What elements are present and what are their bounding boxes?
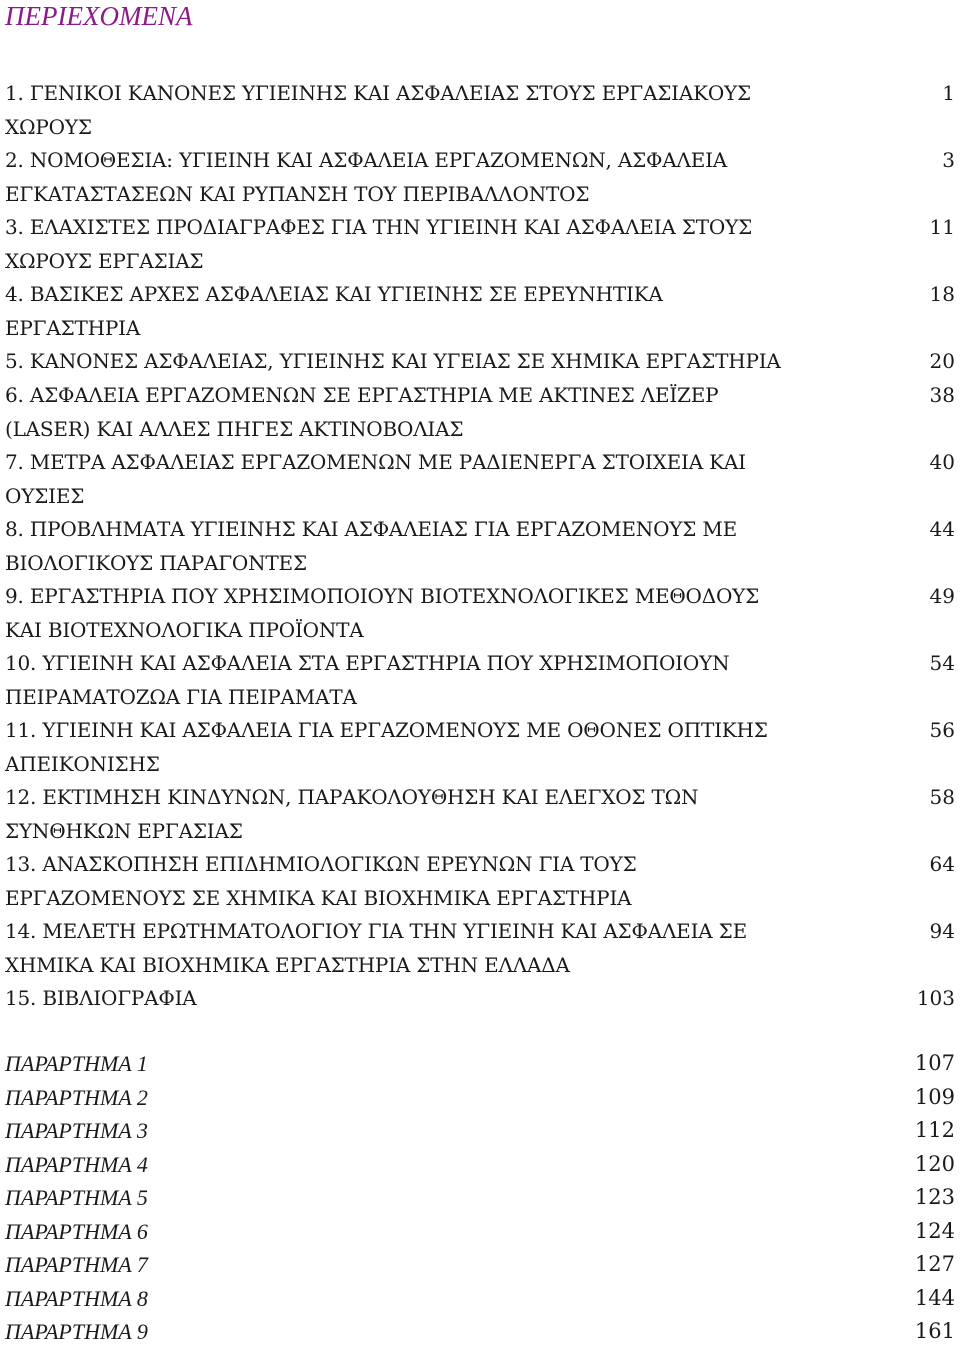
toc-entry-title-line1: 8. ΠΡΟΒΛΗΜΑΤΑ ΥΓΙΕΙΝΗΣ ΚΑΙ ΑΣΦΑΛΕΙΑΣ ΓΙΑ ΕΡΓΑΖΟΜΕΝΟΥΣ ΜΕ	[5, 517, 738, 541]
toc-entry-title-line1: 11. ΥΓΙΕΙΝΗ ΚΑΙ ΑΣΦΑΛΕΙΑ ΓΙΑ ΕΡΓΑΖΟΜΕΝΟΥΣ ΜΕ ΟΘΟΝΕΣ ΟΠΤΙΚΗΣ	[5, 718, 768, 742]
toc-entry-title-line2: ΧΩΡΟΥΣ	[5, 114, 92, 139]
appendix-page: 161	[914, 1319, 955, 1343]
toc-entry-title-line1: 3. ΕΛΑΧΙΣΤΕΣ ΠΡΟΔΙΑΓΡΑΦΕΣ ΓΙΑ ΤΗΝ ΥΓΙΕΙΝΗ ΚΑΙ ΑΣΦΑΛΕΙΑ ΣΤΟΥΣ	[5, 215, 753, 239]
toc-entry-page: 103	[916, 986, 955, 1010]
toc-entry-title-line1: 6. ΑΣΦΑΛΕΙΑ ΕΡΓΑΖΟΜΕΝΩΝ ΣΕ ΕΡΓΑΣΤΗΡΙΑ ΜΕ ΑΚΤΙΝΕΣ ΛΕΪΖΕΡ	[5, 383, 719, 407]
toc-entry-page: 38	[929, 383, 955, 407]
appendix-label: ΠΑΡΑΡΤΗΜΑ 1	[5, 1051, 148, 1076]
toc-entry-title-line1: 9. ΕΡΓΑΣΤΗΡΙΑ ΠΟΥ ΧΡΗΣΙΜΟΠΟΙΟΥΝ ΒΙΟΤΕΧΝΟΛΟΓΙΚΕΣ ΜΕΘΟΔΟΥΣ	[5, 584, 760, 608]
toc-entry-page: 54	[929, 651, 955, 675]
toc-entry-page: 20	[929, 349, 955, 373]
toc-entry-title-line2: ΟΥΣΙΕΣ	[5, 483, 85, 508]
toc-entry-page: 94	[929, 919, 955, 943]
toc-entry-title-line2: ΕΓΚΑΤΑΣΤΑΣΕΩΝ ΚΑΙ ΡΥΠΑΝΣΗ ΤΟΥ ΠΕΡΙΒΑΛΛΟΝΤΟΣ	[5, 181, 590, 206]
appendix-label: ΠΑΡΑΡΤΗΜΑ 4	[5, 1152, 148, 1177]
toc-entry-title-line1: 10. ΥΓΙΕΙΝΗ ΚΑΙ ΑΣΦΑΛΕΙΑ ΣΤΑ ΕΡΓΑΣΤΗΡΙΑ ΠΟΥ ΧΡΗΣΙΜΟΠΟΙΟΥΝ	[5, 651, 730, 675]
appendix-label: ΠΑΡΑΡΤΗΜΑ 9	[5, 1319, 148, 1344]
appendix-page: 127	[914, 1252, 955, 1276]
toc-entry-page: 40	[929, 450, 955, 474]
toc-entry-title-line1: 2. ΝΟΜΟΘΕΣΙΑ: ΥΓΙΕΙΝΗ ΚΑΙ ΑΣΦΑΛΕΙΑ ΕΡΓΑΖΟΜΕΝΩΝ, ΑΣΦΑΛΕΙΑ	[5, 148, 728, 172]
toc-entry-page: 64	[929, 852, 955, 876]
toc-entry-title-line1: 7. ΜΕΤΡΑ ΑΣΦΑΛΕΙΑΣ ΕΡΓΑΖΟΜΕΝΩΝ ΜΕ ΡΑΔΙΕΝΕΡΓΑ ΣΤΟΙΧΕΙΑ ΚΑΙ	[5, 450, 746, 474]
appendix-page: 112	[914, 1118, 955, 1142]
toc-entry-page: 11	[929, 215, 955, 239]
toc-entry-page: 1	[942, 81, 955, 105]
appendix-label: ΠΑΡΑΡΤΗΜΑ 6	[5, 1219, 148, 1244]
appendix-label: ΠΑΡΑΡΤΗΜΑ 5	[5, 1185, 148, 1210]
toc-entry-title-line1: 1. ΓΕΝΙΚΟΙ ΚΑΝΟΝΕΣ ΥΓΙΕΙΝΗΣ ΚΑΙ ΑΣΦΑΛΕΙΑΣ ΣΤΟΥΣ ΕΡΓΑΣΙΑΚΟΥΣ	[5, 81, 751, 105]
appendix-page: 124	[914, 1219, 955, 1243]
toc-entry-title-line2: ΠΕΙΡΑΜΑΤΟΖΩΑ ΓΙΑ ΠΕΙΡΑΜΑΤΑ	[5, 684, 357, 709]
appendix-label: ΠΑΡΑΡΤΗΜΑ 8	[5, 1286, 148, 1311]
toc-entry-title-line2: (LASER) ΚΑΙ ΑΛΛΕΣ ΠΗΓΕΣ ΑΚΤΙΝΟΒΟΛΙΑΣ	[5, 416, 464, 441]
appendix-label: ΠΑΡΑΡΤΗΜΑ 3	[5, 1118, 148, 1143]
appendix-page: 109	[914, 1085, 955, 1109]
appendix-page: 120	[914, 1152, 955, 1176]
toc-entry-title-line2: ΒΙΟΛΟΓΙΚΟΥΣ ΠΑΡΑΓΟΝΤΕΣ	[5, 550, 307, 575]
toc-entry-page: 18	[929, 282, 955, 306]
toc-entry-page: 3	[942, 148, 955, 172]
toc-entry-page: 44	[929, 517, 955, 541]
toc-entry-title-line1: 4. ΒΑΣΙΚΕΣ ΑΡΧΕΣ ΑΣΦΑΛΕΙΑΣ ΚΑΙ ΥΓΙΕΙΝΗΣ ΣΕ ΕΡΕΥΝΗΤΙΚΑ	[5, 282, 663, 306]
toc-entry-title-line2: ΧΩΡΟΥΣ ΕΡΓΑΣΙΑΣ	[5, 248, 204, 273]
toc-entry-title-line2: ΕΡΓΑΣΤΗΡΙΑ	[5, 315, 141, 340]
toc-entry-page: 49	[929, 584, 955, 608]
toc-entry-title-line2: ΑΠΕΙΚΟΝΙΣΗΣ	[5, 751, 160, 776]
toc-entry-title-line2: ΣΥΝΘΗΚΩΝ ΕΡΓΑΣΙΑΣ	[5, 818, 243, 843]
appendix-page: 123	[914, 1185, 955, 1209]
toc-entry-title-line2: ΚΑΙ ΒΙΟΤΕΧΝΟΛΟΓΙΚΑ ΠΡΟΪΟΝΤΑ	[5, 617, 364, 642]
toc-entry-page: 56	[929, 718, 955, 742]
page-title: ΠΕΡΙΕΧΟΜΕΝΑ	[5, 1, 193, 31]
toc-entry-title-line1: 13. ΑΝΑΣΚΟΠΗΣΗ ΕΠΙΔΗΜΙΟΛΟΓΙΚΩΝ ΕΡΕΥΝΩΝ ΓΙΑ ΤΟΥΣ	[5, 852, 637, 876]
appendix-label: ΠΑΡΑΡΤΗΜΑ 2	[5, 1085, 148, 1110]
appendix-page: 144	[914, 1286, 955, 1310]
appendix-page: 107	[914, 1051, 955, 1075]
toc-entry-title-line1: 12. ΕΚΤΙΜΗΣΗ ΚΙΝΔΥΝΩΝ, ΠΑΡΑΚΟΛΟΥΘΗΣΗ ΚΑΙ ΕΛΕΓΧΟΣ ΤΩΝ	[5, 785, 699, 809]
toc-entry-title-line2: ΕΡΓΑΖΟΜΕΝΟΥΣ ΣΕ ΧΗΜΙΚΑ ΚΑΙ ΒΙΟΧΗΜΙΚΑ ΕΡΓΑΣΤΗΡΙΑ	[5, 885, 632, 910]
toc-entry-title-line2: ΧΗΜΙΚΑ ΚΑΙ ΒΙΟΧΗΜΙΚΑ ΕΡΓΑΣΤΗΡΙΑ ΣΤΗΝ ΕΛΛΑΔΑ	[5, 952, 570, 977]
toc-entry-title-line1: 15. ΒΙΒΛΙΟΓΡΑΦΙΑ	[5, 986, 197, 1010]
appendix-label: ΠΑΡΑΡΤΗΜΑ 7	[5, 1252, 148, 1277]
toc-entry-title-line1: 14. ΜΕΛΕΤΗ ΕΡΩΤΗΜΑΤΟΛΟΓΙΟΥ ΓΙΑ ΤΗΝ ΥΓΙΕΙΝΗ ΚΑΙ ΑΣΦΑΛΕΙΑ ΣΕ	[5, 919, 748, 943]
toc-entry-page: 58	[929, 785, 955, 809]
toc-entry-title-line1: 5. ΚΑΝΟΝΕΣ ΑΣΦΑΛΕΙΑΣ, ΥΓΙΕΙΝΗΣ ΚΑΙ ΥΓΕΙΑΣ ΣΕ ΧΗΜΙΚΑ ΕΡΓΑΣΤΗΡΙΑ	[5, 349, 781, 373]
